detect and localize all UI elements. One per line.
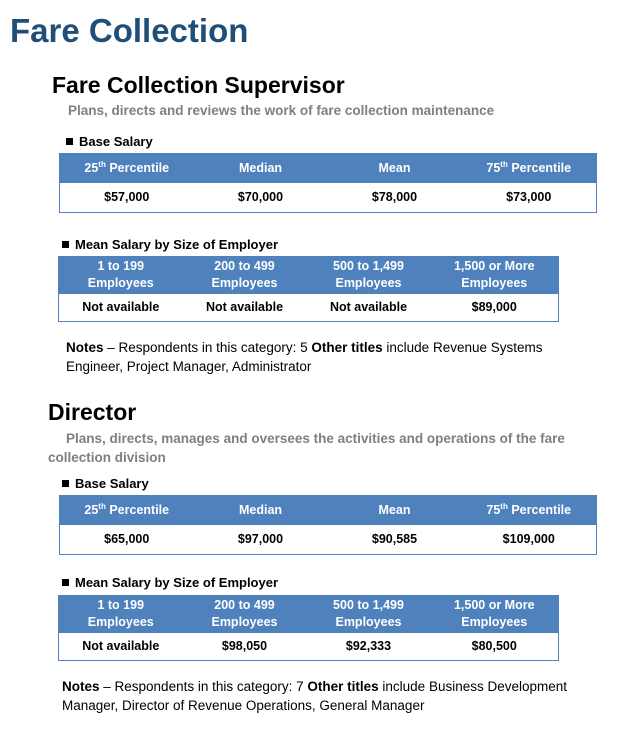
table-cell: $90,585 (328, 525, 462, 555)
table-cell: $73,000 (462, 183, 597, 213)
employer-size-table (58, 595, 559, 661)
notes-supervisor: Notes – Respondents in this category: 5 Other titles include Revenue Systems Engineer, Project Manager, Administrator (66, 340, 543, 374)
table-cell: Not available (59, 294, 183, 322)
table-cell: $57,000 (60, 183, 194, 213)
table-cell: Not available (59, 633, 183, 661)
employer-size-heading-label: Mean Salary by Size of Employer (75, 575, 279, 590)
section-description-supervisor: Plans, directs and reviews the work of fare collection maintenance (68, 103, 495, 118)
base-salary-heading (66, 134, 153, 149)
section-title-director: Director (48, 399, 137, 425)
column-header: 200 to 499 Employees (183, 257, 307, 294)
table-cell: $92,333 (307, 633, 431, 661)
column-header: Mean (328, 496, 462, 525)
column-header: 1,500 or More Employees (431, 257, 559, 294)
base-salary-heading (62, 476, 149, 491)
table-row (59, 633, 559, 661)
column-header: 25th Percentile (60, 154, 194, 183)
bullet-square-icon (62, 579, 69, 586)
employer-size-table (58, 256, 559, 322)
table-cell: $78,000 (328, 183, 462, 213)
employer-size-heading (62, 575, 278, 590)
table-cell: $98,050 (183, 633, 307, 661)
table-cell: $70,000 (194, 183, 328, 213)
table-cell: $65,000 (60, 525, 194, 555)
base-salary-table (59, 495, 597, 555)
column-header: 200 to 499 Employees (183, 596, 307, 633)
column-header: 75th Percentile (462, 496, 597, 525)
column-header: 1 to 199 Employees (59, 257, 183, 294)
column-header: Mean (328, 154, 462, 183)
table-cell: $80,500 (431, 633, 559, 661)
base-salary-table (59, 153, 597, 213)
table-row (60, 183, 597, 213)
page-title: Fare Collection (10, 12, 249, 49)
column-header: 1,500 or More Employees (431, 596, 559, 633)
table-cell: $89,000 (431, 294, 559, 322)
employer-size-heading (62, 237, 278, 252)
table-header-row (60, 496, 597, 525)
column-header: 500 to 1,499 Employees (307, 596, 431, 633)
column-header: Median (194, 496, 328, 525)
bullet-square-icon (62, 241, 69, 248)
base-salary-heading-label: Base Salary (79, 134, 153, 149)
column-header: 75th Percentile (462, 154, 597, 183)
table-cell: $109,000 (462, 525, 597, 555)
notes-director: Notes – Respondents in this category: 7 Other titles include Business Development Manager, Director of Revenue Operations, General Manager (62, 679, 568, 713)
table-row (60, 525, 597, 555)
bullet-square-icon (66, 138, 73, 145)
column-header: 25th Percentile (60, 496, 194, 525)
table-header-row (59, 257, 559, 294)
column-header: 500 to 1,499 Employees (307, 257, 431, 294)
section-title-supervisor: Fare Collection Supervisor (52, 72, 345, 98)
employer-size-heading-label: Mean Salary by Size of Employer (75, 237, 279, 252)
table-header-row (60, 154, 597, 183)
column-header: 1 to 199 Employees (59, 596, 183, 633)
column-header: Median (194, 154, 328, 183)
table-cell: $97,000 (194, 525, 328, 555)
table-row (59, 294, 559, 322)
section-description-director: Plans, directs, manages and oversees the activities and operations of the fare collection division (48, 431, 565, 465)
base-salary-heading-label: Base Salary (75, 476, 149, 491)
table-cell: Not available (183, 294, 307, 322)
bullet-square-icon (62, 480, 69, 487)
table-cell: Not available (307, 294, 431, 322)
table-header-row (59, 596, 559, 633)
